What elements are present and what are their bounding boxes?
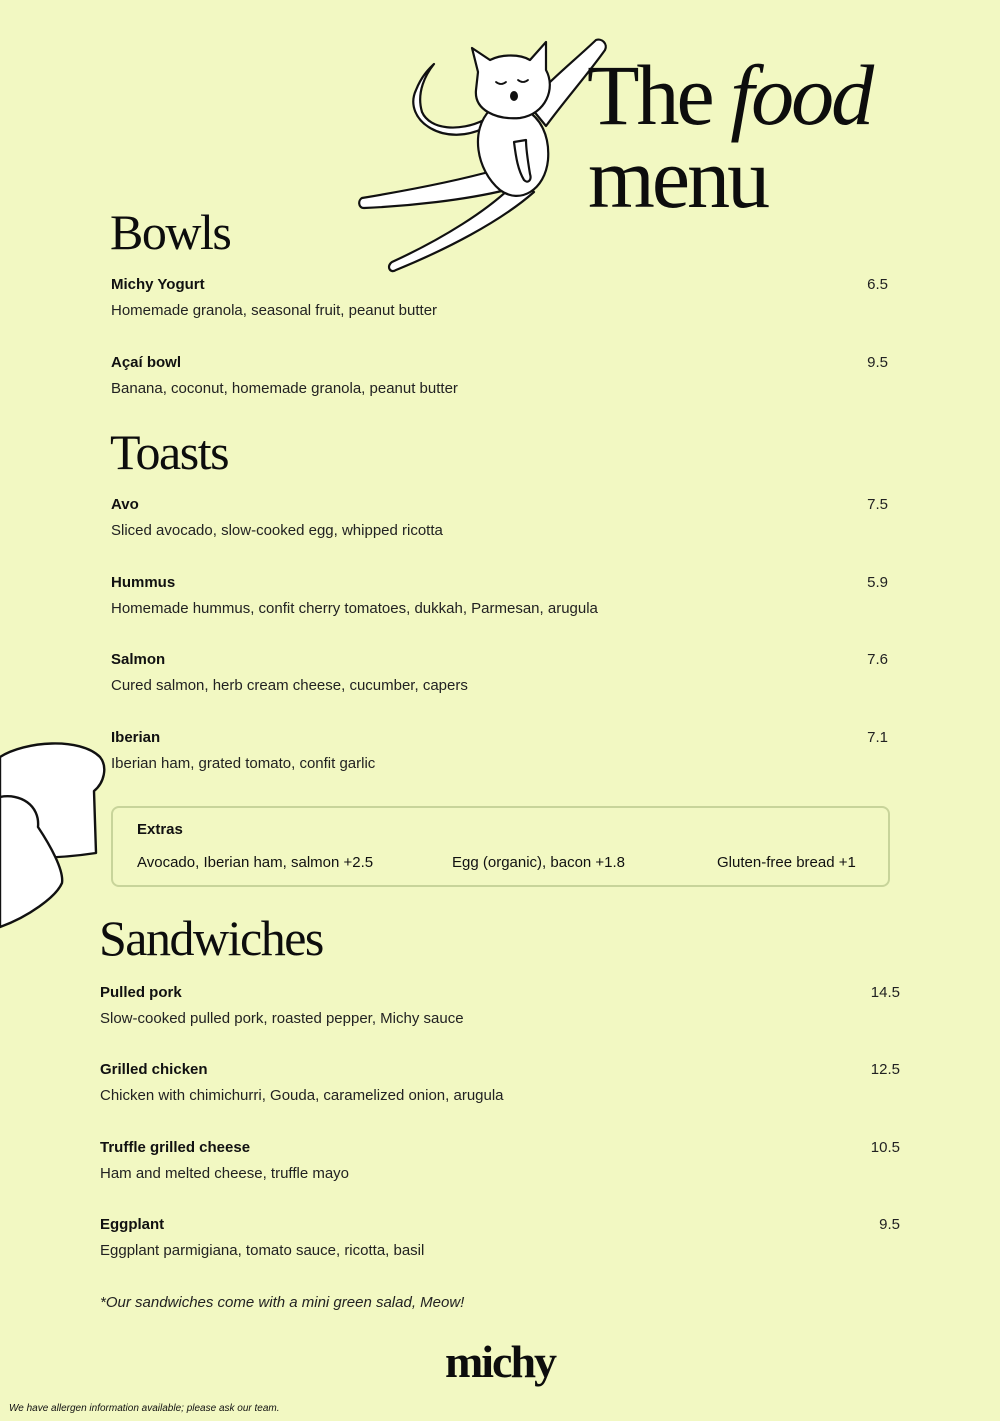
menu-item-description: Iberian ham, grated tomato, confit garlic xyxy=(111,755,376,772)
menu-item-description: Sliced avocado, slow-cooked egg, whipped ricotta xyxy=(111,522,443,539)
cat-illustration xyxy=(350,30,620,275)
menu-item-price: 7.1 xyxy=(867,729,888,746)
title-the: The xyxy=(587,47,712,143)
allergen-notice: We have allergen information available; please ask our team. xyxy=(9,1403,280,1414)
menu-item-name: Eggplant xyxy=(100,1216,165,1233)
menu-item-name: Avo xyxy=(111,496,139,513)
menu-item-name: Michy Yogurt xyxy=(111,276,205,293)
menu-item-name: Iberian xyxy=(111,729,161,746)
menu-item-description: Homemade granola, seasonal fruit, peanut butter xyxy=(111,302,438,319)
menu-item-price: 6.5 xyxy=(867,276,888,293)
menu-item-price: 9.5 xyxy=(867,354,888,371)
section-title-sandwiches: Sandwiches xyxy=(99,910,323,966)
menu-item-price: 10.5 xyxy=(870,1139,900,1156)
menu-item-description: Banana, coconut, homemade granola, peanut butter xyxy=(111,380,458,397)
menu-item-price: 5.9 xyxy=(867,574,888,591)
menu-item-price: 9.5 xyxy=(879,1216,900,1233)
menu-item-price: 7.6 xyxy=(867,651,888,668)
menu-item-price: 12.5 xyxy=(870,1061,900,1078)
sandwich-note: *Our sandwiches come with a mini green salad, Meow! xyxy=(100,1294,465,1311)
menu-item-description: Homemade hummus, confit cherry tomatoes, dukkah, Parmesan, arugula xyxy=(111,600,598,617)
menu-item-description: Ham and melted cheese, truffle mayo xyxy=(100,1165,350,1182)
page-title xyxy=(587,47,872,143)
menu-item-name: Grilled chicken xyxy=(100,1061,208,1078)
menu-item-price: 14.5 xyxy=(870,984,900,1001)
menu-item-name: Açaí bowl xyxy=(111,354,182,371)
menu-item-name: Hummus xyxy=(111,574,176,591)
extras-item: Avocado, Iberian ham, salmon +2.5 xyxy=(137,854,374,871)
section-title-toasts: Toasts xyxy=(110,424,229,480)
menu-item-description: Cured salmon, herb cream cheese, cucumber, capers xyxy=(111,677,468,694)
page-title-line2: menu xyxy=(588,130,768,226)
extras-item: Egg (organic), bacon +1.8 xyxy=(452,854,626,871)
extras-box xyxy=(111,806,890,887)
menu-item-description: Eggplant parmigiana, tomato sauce, ricotta, basil xyxy=(100,1242,425,1259)
menu-item-price: 7.5 xyxy=(867,496,888,513)
menu-item-description: Chicken with chimichurri, Gouda, caramelized onion, arugula xyxy=(100,1087,504,1104)
extras-title: Extras xyxy=(137,821,183,838)
title-food: food xyxy=(730,47,872,143)
brand-logo: michy xyxy=(444,1336,556,1387)
extras-item: Gluten-free bread +1 xyxy=(717,854,856,871)
menu-item-name: Truffle grilled cheese xyxy=(100,1139,251,1156)
menu-item-name: Pulled pork xyxy=(100,984,182,1001)
menu-item-description: Slow-cooked pulled pork, roasted pepper, Michy sauce xyxy=(100,1010,464,1027)
menu-item-name: Salmon xyxy=(111,651,166,668)
section-title-bowls: Bowls xyxy=(110,204,231,260)
